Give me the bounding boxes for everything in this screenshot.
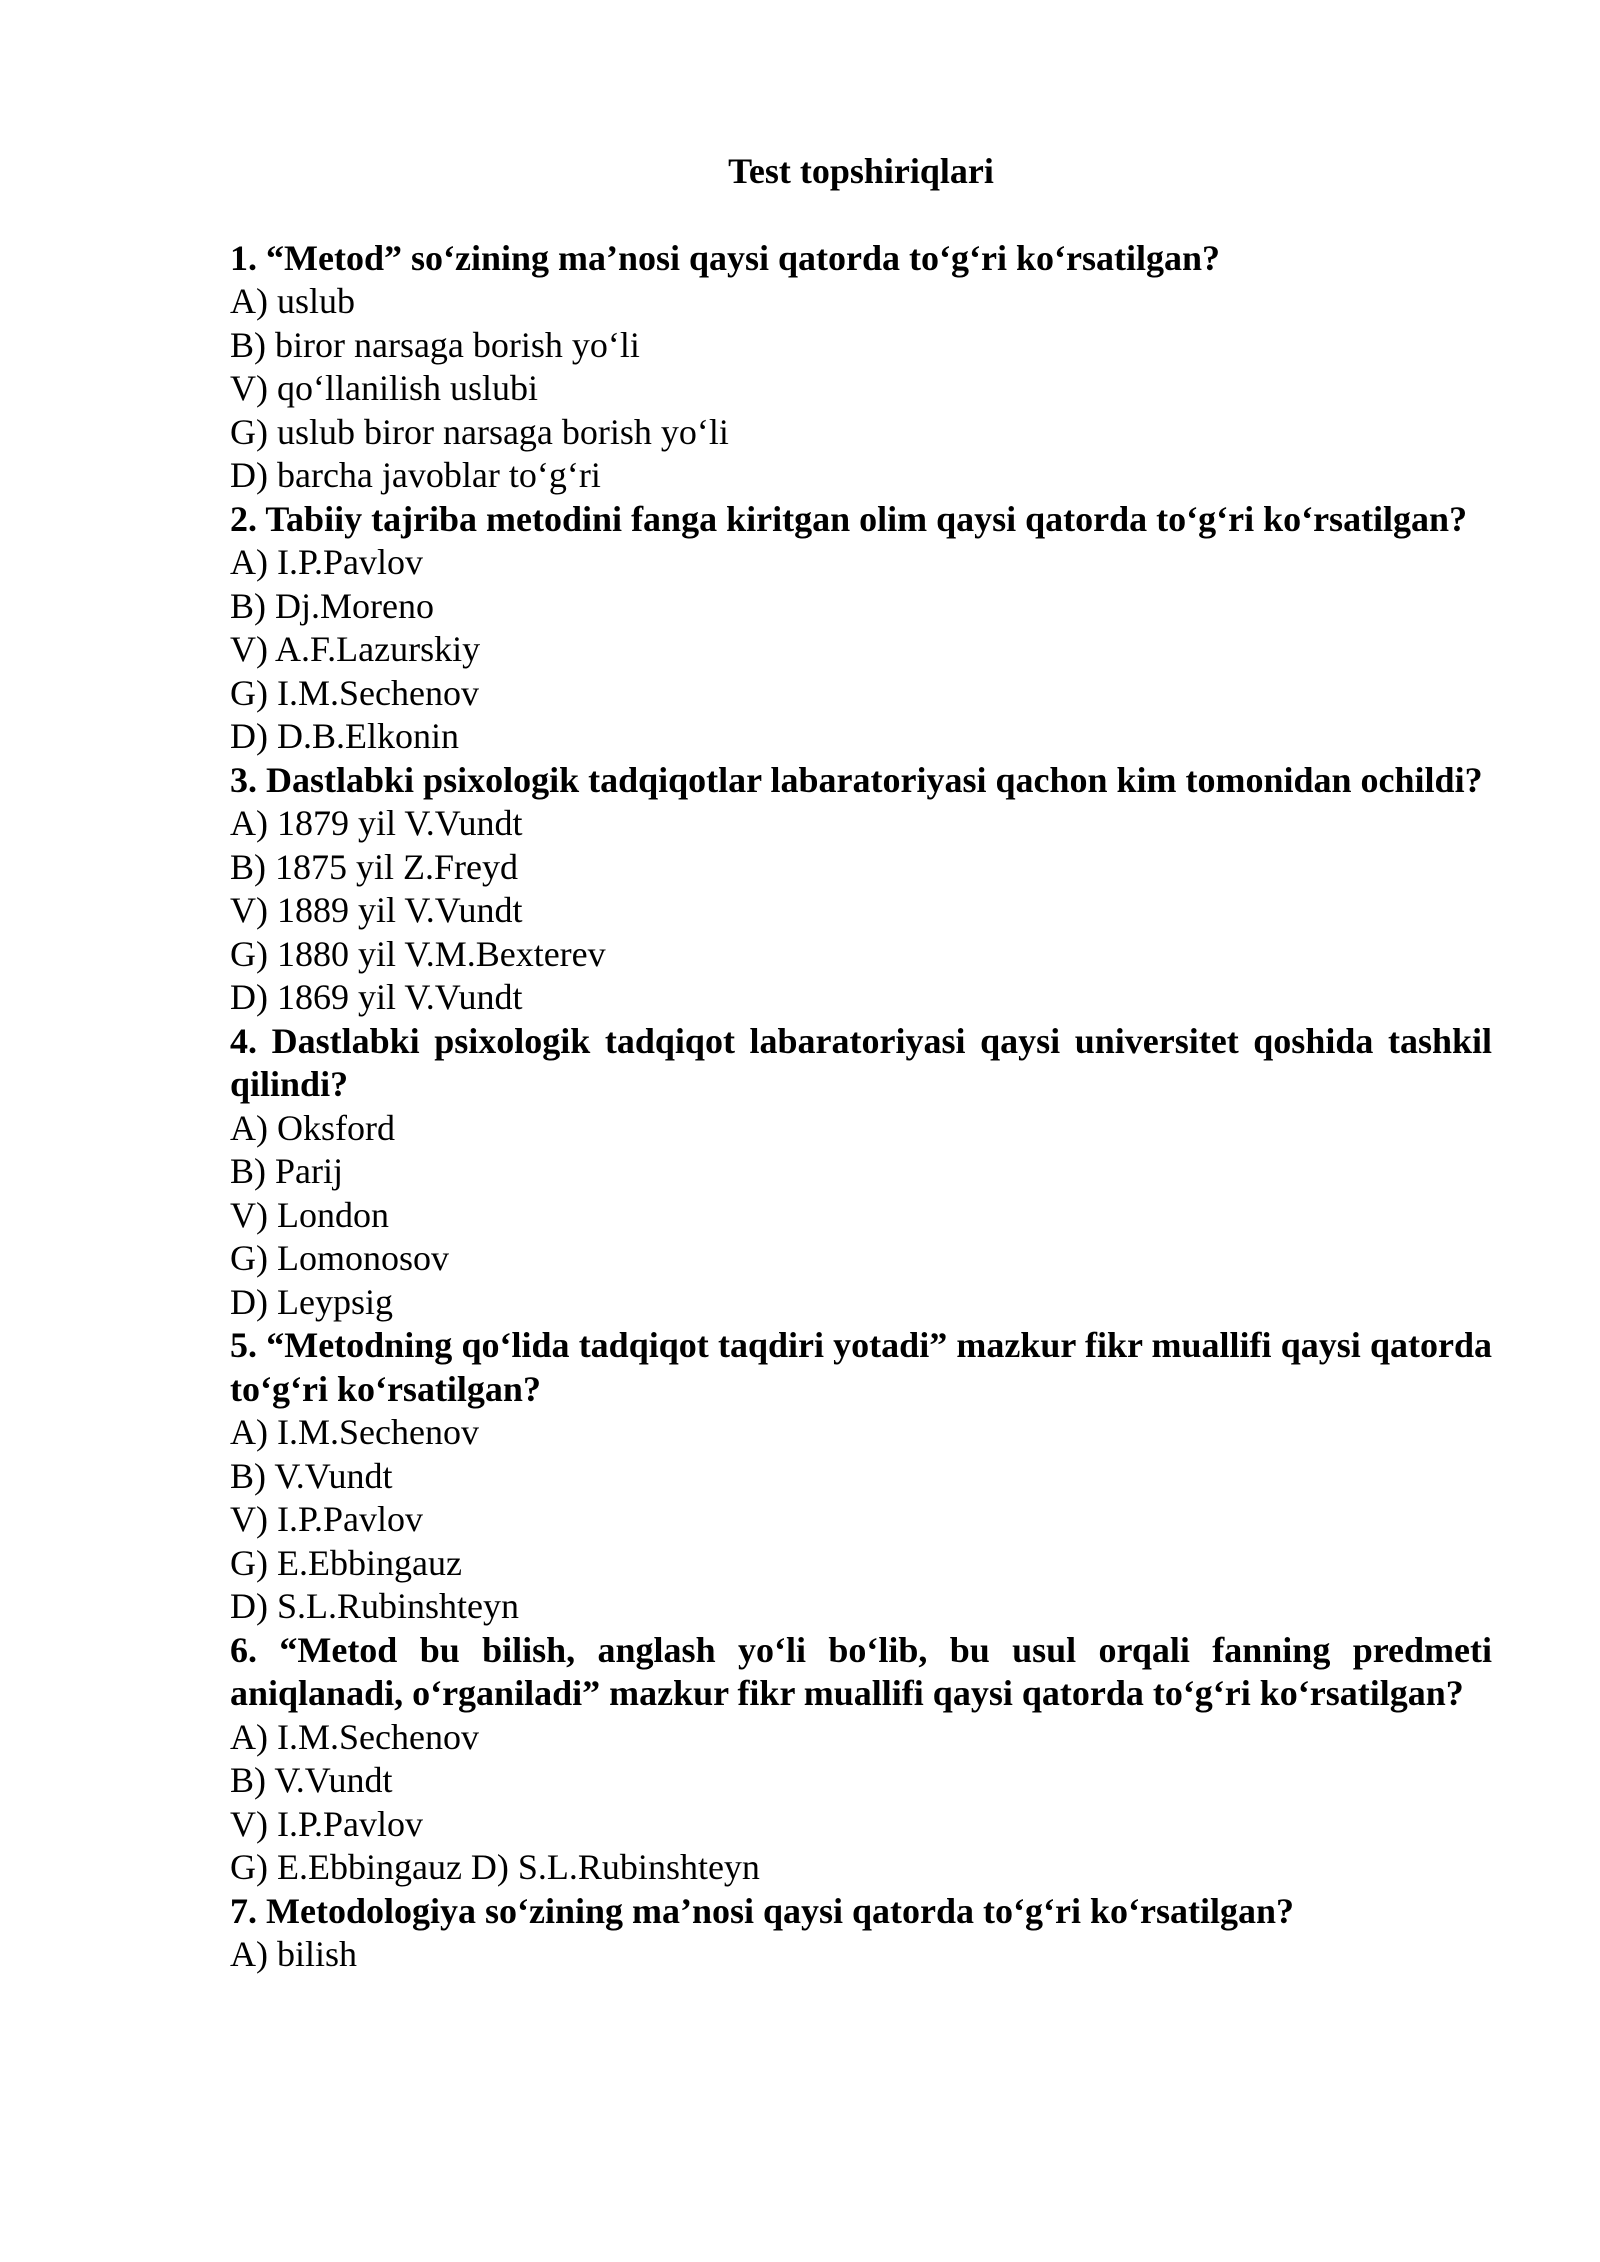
answer-option: B) V.Vundt (230, 1455, 393, 1496)
question-text: 3. Dastlabki psixologik tadqiqotlar labaratoriyasi qachon kim tomonidan ochildi? (230, 759, 1483, 800)
answer-option: G) 1880 yil V.M.Bexterev (230, 933, 606, 974)
question-text: 4. Dastlabki psixologik tadqiqot labaratoriyasi qaysi universitet qoshida tashkil qilindi? (230, 1020, 1492, 1104)
answer-option: V) qo‘llanilish uslubi (230, 368, 538, 408)
answer-option: G) I.M.Sechenov (230, 672, 479, 713)
answer-option: A) uslub (230, 281, 355, 321)
question-block (230, 759, 1492, 1020)
question-text: 7. Metodologiya so‘zining ma’nosi qaysi qatorda to‘g‘ri ko‘rsatilgan? (230, 1890, 1295, 1931)
question-text: 6. “Metod bu bilish, anglash yo‘li bo‘lib, bu usul orqali fanning predmeti aniqlanadi, o‘rganiladi” mazkur fikr muallifi qaysi qatorda to‘g‘ri ko‘rsatilgan? (230, 1629, 1492, 1713)
answer-option: A) I.P.Pavlov (230, 542, 424, 582)
question-block (230, 1324, 1492, 1629)
answer-option: G) Lomonosov (230, 1238, 449, 1278)
answer-option: D) Leypsig (230, 1281, 393, 1322)
answer-option: B) V.Vundt (230, 1760, 393, 1800)
question-block (230, 1629, 1492, 1890)
answer-option: A) I.M.Sechenov (230, 1716, 479, 1757)
answer-option: B) Parij (230, 1151, 343, 1191)
page-title: Test topshiriqlari (728, 151, 994, 191)
question-block (230, 1890, 1492, 1977)
answer-option: V) I.P.Pavlov (230, 1803, 424, 1844)
answer-option: G) E.Ebbingauz (230, 1542, 462, 1583)
answer-option: D) barcha javoblar to‘g‘ri (230, 455, 601, 495)
answer-option: V) 1889 yil V.Vundt (230, 890, 523, 930)
question-text: 1. “Metod” so‘zining ma’nosi qaysi qatorda to‘g‘ri ko‘rsatilgan? (230, 237, 1220, 278)
answer-option: V) A.F.Lazurskiy (230, 629, 481, 669)
question-text: 5. “Metodning qo‘lida tadqiqot taqdiri yotadi” mazkur fikr muallifi qaysi qatorda to‘g‘ri ko‘rsatilgan? (230, 1325, 1492, 1409)
answer-option: G) E.Ebbingauz D) S.L.Rubinshteyn (230, 1847, 760, 1887)
answer-option: B) Dj.Moreno (230, 585, 434, 626)
answer-option: G) uslub biror narsaga borish yo‘li (230, 411, 729, 452)
answer-option: D) D.B.Elkonin (230, 716, 459, 756)
answer-option: A) Oksford (230, 1107, 395, 1148)
answer-option: V) London (230, 1194, 389, 1235)
answer-option: D) 1869 yil V.Vundt (230, 977, 523, 1017)
question-text: 2. Tabiiy tajriba metodini fanga kiritgan olim qaysi qatorda to‘g‘ri ko‘rsatilgan? (230, 498, 1468, 539)
document-content (230, 150, 1492, 1977)
answer-option: B) biror narsaga borish yo‘li (230, 324, 640, 365)
answer-option: A) I.M.Sechenov (230, 1412, 479, 1452)
answer-option: A) 1879 yil V.Vundt (230, 803, 523, 843)
answer-option: A) bilish (230, 1934, 358, 1974)
answer-option: V) I.P.Pavlov (230, 1499, 424, 1539)
question-block (230, 498, 1492, 759)
answer-option: B) 1875 yil Z.Freyd (230, 846, 518, 887)
question-block (230, 237, 1492, 498)
question-block (230, 1020, 1492, 1325)
answer-option: D) S.L.Rubinshteyn (230, 1586, 520, 1626)
